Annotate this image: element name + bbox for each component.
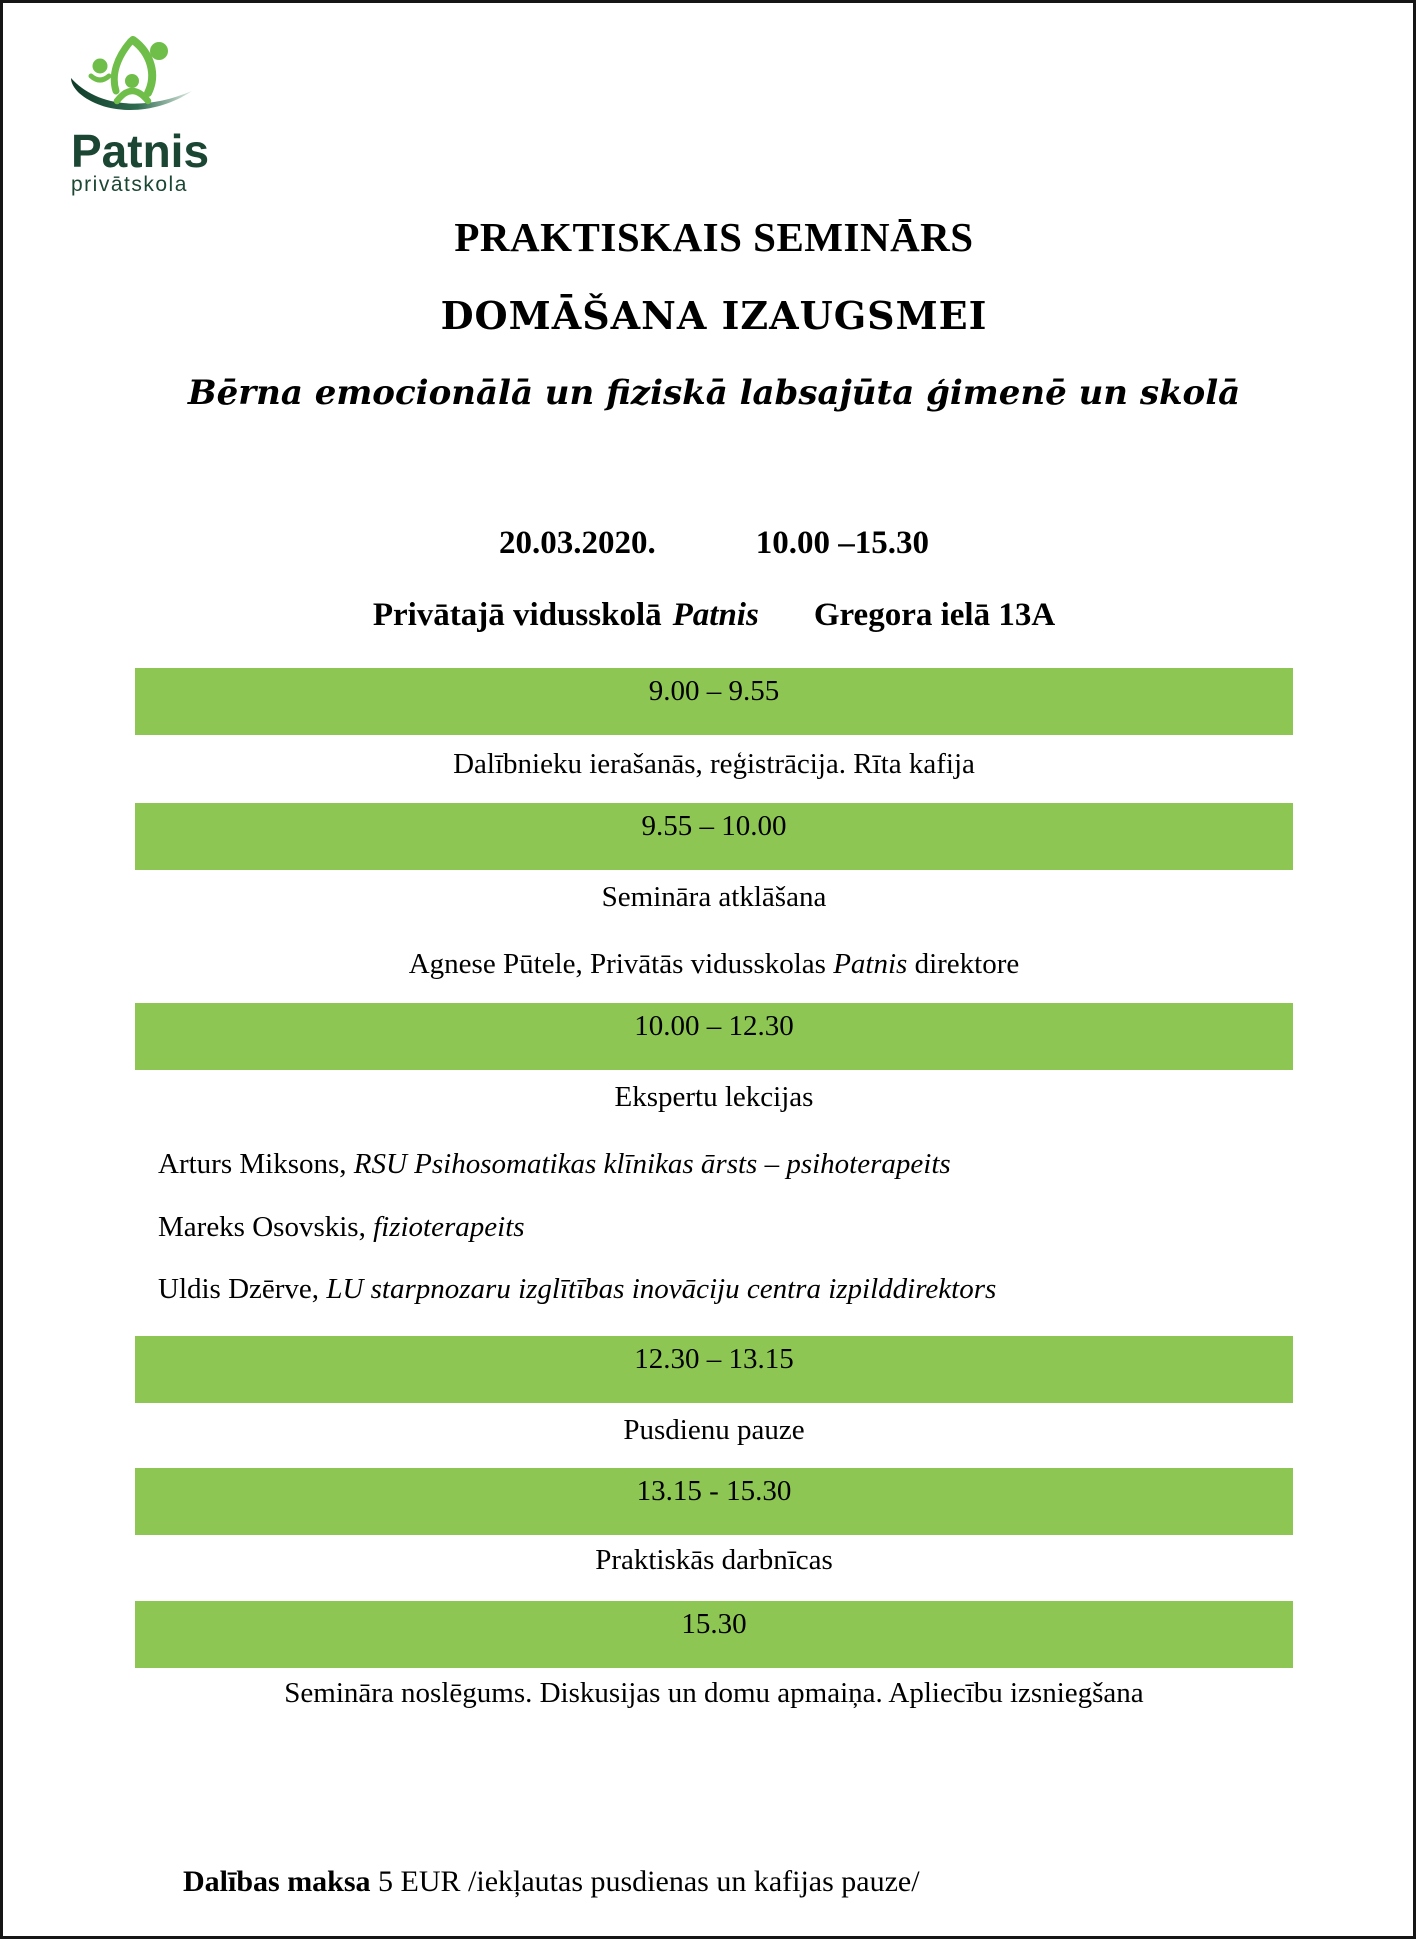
event-name: DOMĀŠANA IZAUGSMEI [440, 293, 988, 338]
event-time-range: 10.00 –15.30 [755, 525, 929, 561]
speaker-role: LU starpnozaru izglītības inovāciju centra izpilddirektors [326, 1273, 997, 1305]
time-slot-label: 9.00 – 9.55 [648, 675, 780, 707]
speaker-row [158, 1273, 996, 1306]
logo-figure-head-icon [93, 59, 108, 74]
schedule-line: Ekspertu lekcijas [614, 1081, 814, 1113]
speaker-row [158, 1211, 525, 1244]
speaker-role: fizioterapeits [373, 1211, 525, 1243]
time-slot-label: 13.15 - 15.30 [636, 1475, 792, 1507]
venue-line [135, 597, 1293, 634]
venue-school-name: Patnis [672, 597, 759, 633]
schedule-bar [135, 1468, 1293, 1535]
fee-label: Dalības maksa [183, 1865, 371, 1898]
fee-text: 5 EUR /iekļautas pusdienas un kafijas pauze/ [370, 1865, 920, 1898]
patnis-logo [71, 31, 211, 195]
logo-figure-arms-icon [117, 91, 148, 101]
schedule-bar [135, 1336, 1293, 1403]
schedule-line: Praktiskās darbnīcas [595, 1544, 833, 1576]
schedule-bar [135, 668, 1293, 735]
logo-figure-arms-icon [91, 76, 109, 80]
speaker-name: Arturs Miksons, [158, 1148, 354, 1180]
presenter-role: direktore [907, 948, 1020, 980]
time-slot-label: 12.30 – 13.15 [634, 1343, 794, 1375]
seminar-title: PRAKTISKAIS SEMINĀRS [454, 214, 974, 260]
date-line [135, 525, 1293, 562]
event-tagline: Bērna emocionālā un fiziskā labsajūta ģimenē un skolā [187, 373, 1241, 413]
speaker-row [158, 1148, 951, 1181]
schedule-line: Dalībnieku ierašanās, reģistrācija. Rīta kafija [453, 748, 975, 780]
speaker-role: RSU Psihosomatikas klīnikas ārsts – psihoterapeits [353, 1148, 951, 1180]
fee-line [183, 1865, 920, 1899]
schedule-line: Pusdienu pauze [623, 1414, 805, 1446]
speaker-name: Uldis Dzērve, [158, 1273, 327, 1305]
presenter-name: Agnese Pūtele, Privātās vidusskolas [408, 948, 834, 980]
logo-figure-head-icon [150, 42, 168, 60]
time-slot-label: 15.30 [681, 1608, 747, 1640]
schedule-bar [135, 1003, 1293, 1070]
time-slot-label: 9.55 – 10.00 [641, 810, 787, 842]
patnis-logo-graphic [71, 31, 195, 123]
logo-subtitle: privātskola [71, 173, 188, 196]
event-date: 20.03.2020. [499, 525, 656, 561]
speaker-name: Mareks Osovskis, [158, 1211, 374, 1243]
time-slot-label: 10.00 – 12.30 [634, 1010, 794, 1042]
schedule-line: Semināra noslēgums. Diskusijas un domu apmaiņa. Apliecību izsniegšana [284, 1677, 1144, 1709]
schedule-line: Semināra atklāšana [601, 881, 827, 913]
logo-wordmark: Patnis [71, 125, 210, 177]
schedule-bar [135, 803, 1293, 870]
schedule-bar [135, 1601, 1293, 1668]
venue-address: Gregora ielā 13A [813, 597, 1056, 633]
presenter-school: Patnis [833, 948, 908, 980]
venue-text: Privātajā vidusskolā [372, 597, 662, 633]
presenter-line [135, 948, 1293, 981]
logo-figure-head-icon [125, 74, 139, 88]
